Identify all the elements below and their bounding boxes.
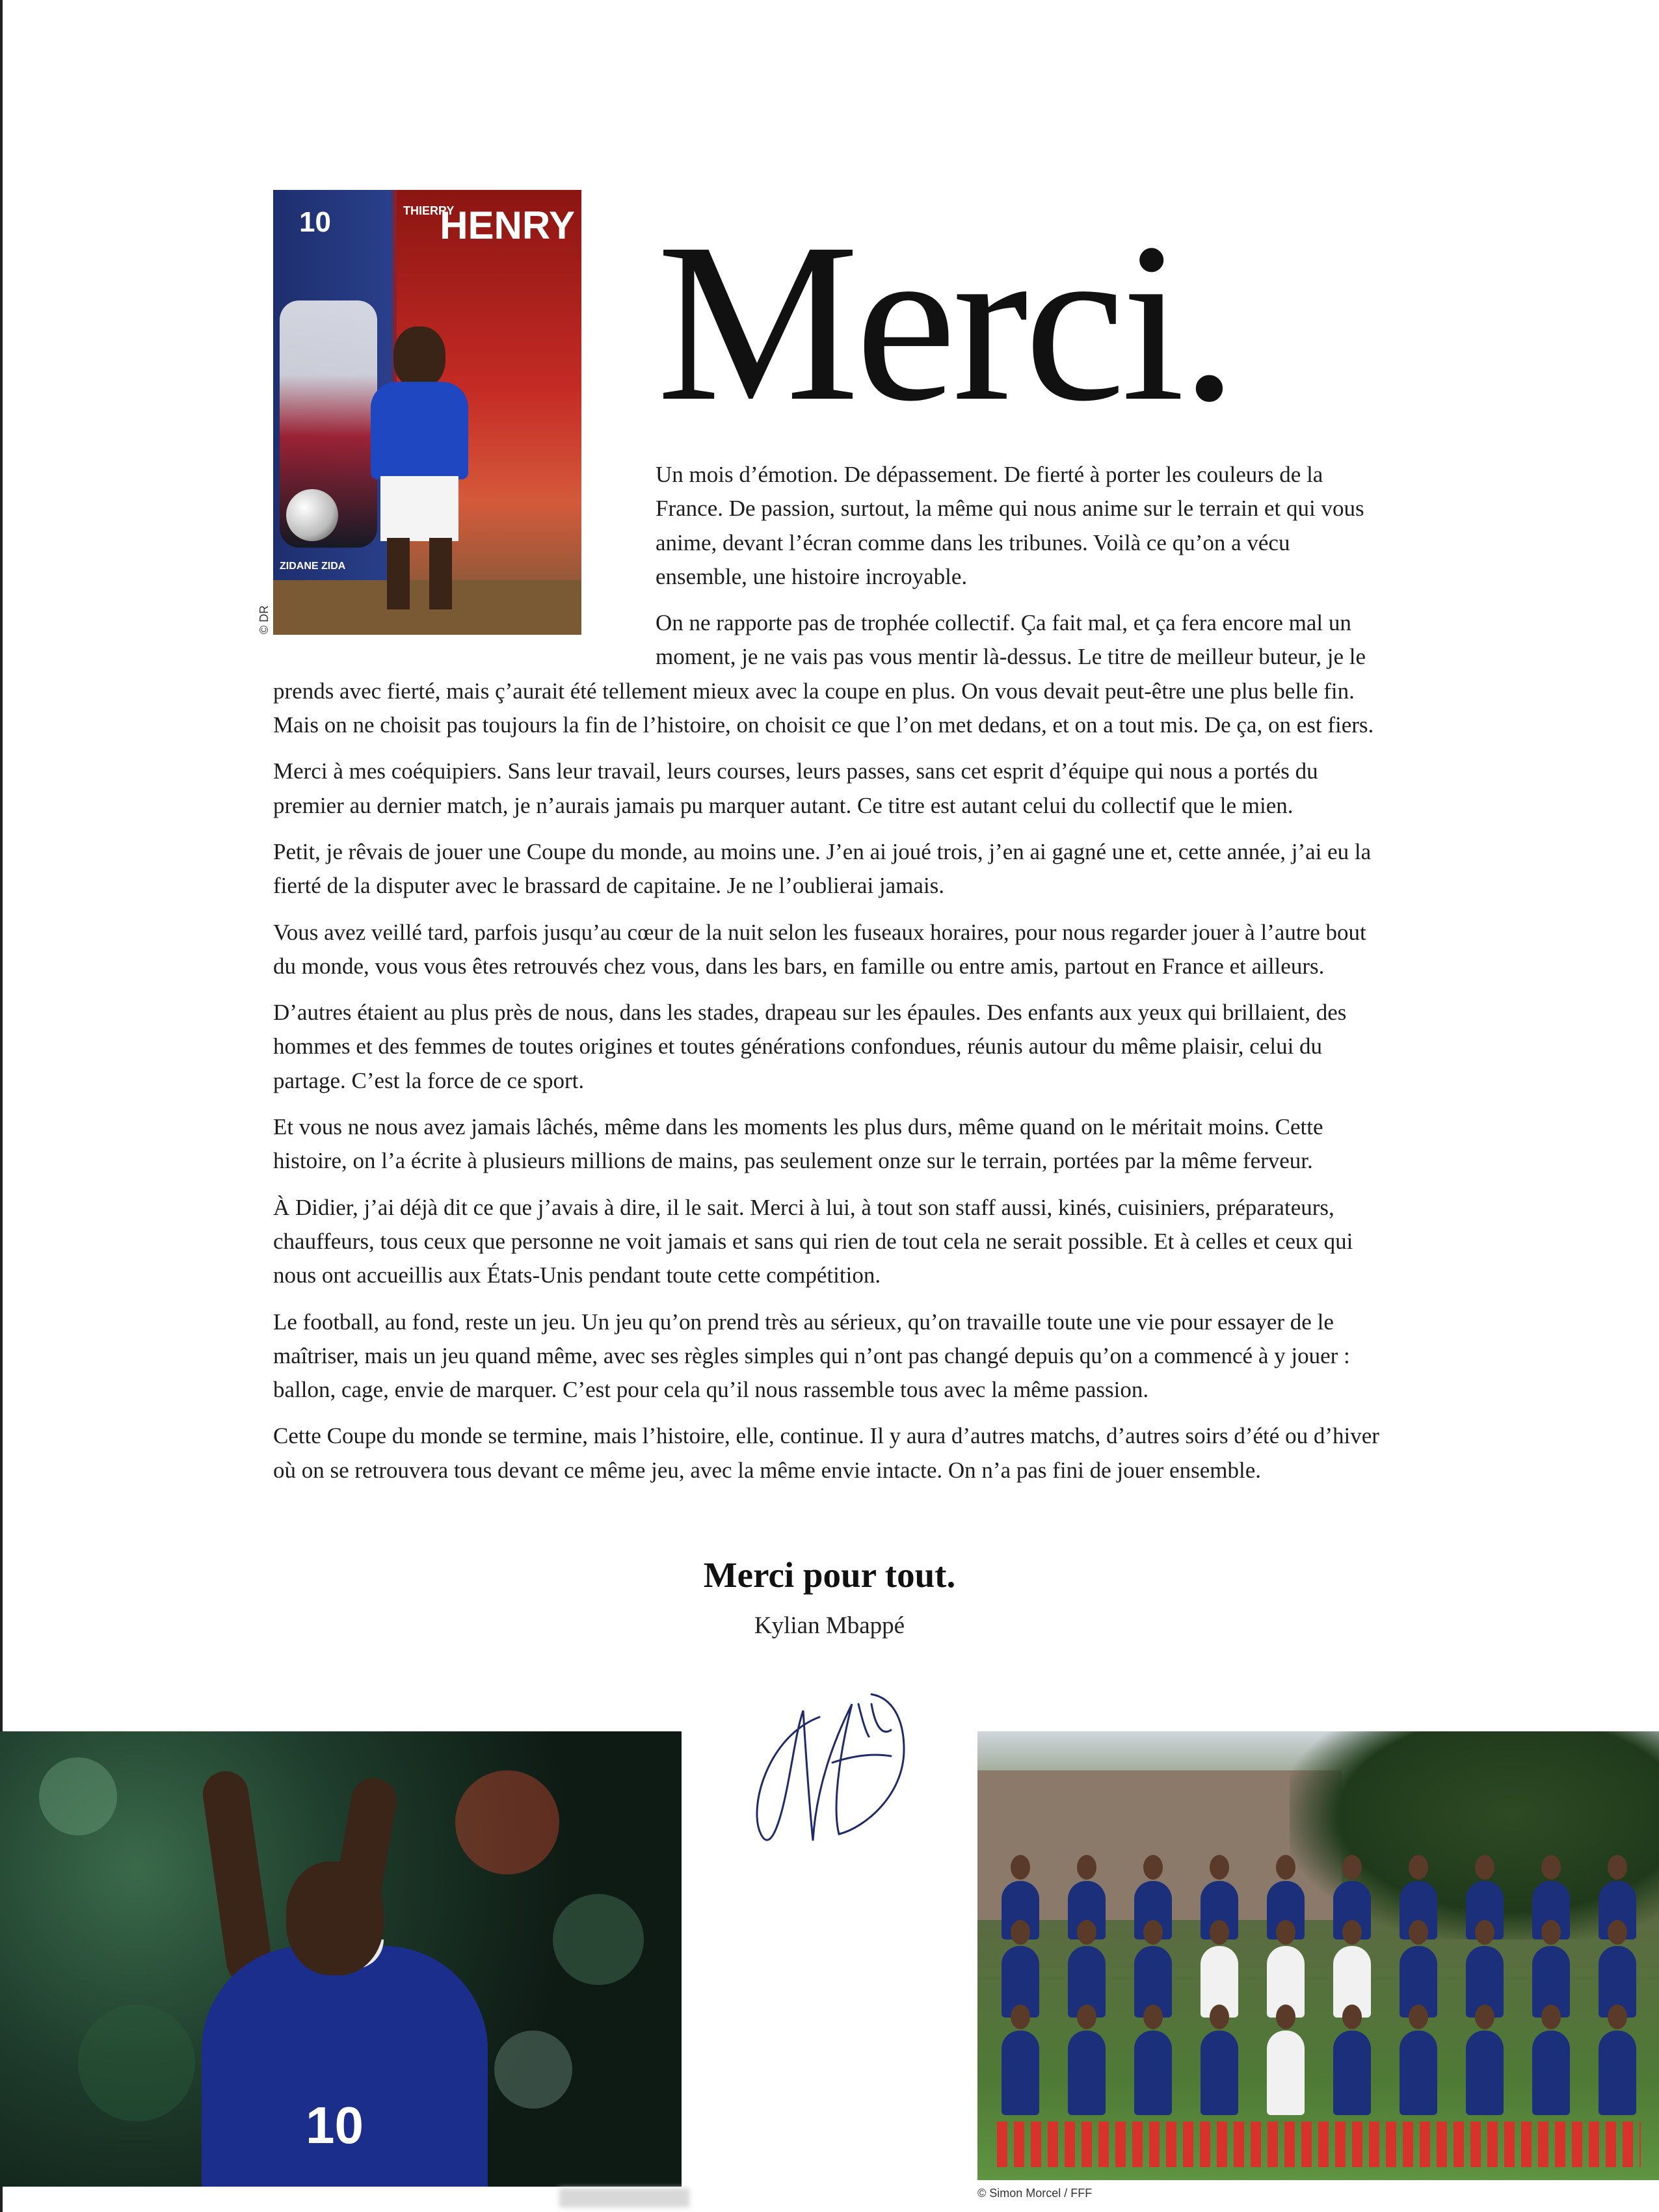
- photo-credit-team: © Simon Morcel / FFF: [977, 2187, 1093, 2200]
- letter-paragraph: Vous avez veillé tard, parfois jusqu’au cœur de la nuit selon les fuseaux horaires, pour nous regarder jouer à l’autre bout du monde, vous vous êtes retrouvés chez vous, dans les bars, en famille ou entre amis, partout en France et ailleurs.: [273, 919, 1366, 979]
- signature: [741, 1659, 923, 1854]
- photo-wrap-spacer: [273, 458, 656, 653]
- player-applauding-photo: [0, 1731, 682, 2187]
- letter-body: [273, 458, 1387, 1500]
- letter-paragraph: Le football, au fond, reste un jeu. Un jeu qu’on prend très au sérieux, qu’on travaille toute une vie pour essayer de le maîtriser, mais un jeu quand même, avec ses règles simples qui n’ont pas changé depuis qu’on a commencé à y jouer : ballon, cage, envie de marquer. C’est pour cela qu’il nous rassemble tous avec la même passion.: [273, 1309, 1350, 1403]
- closing-line: Merci pour tout.: [703, 1555, 956, 1595]
- poster-jersey-number: 10: [299, 206, 331, 238]
- poster-name-small: THIERRY: [403, 204, 455, 217]
- team-photo: [977, 1731, 1659, 2180]
- author-name: Kylian Mbappé: [754, 1612, 905, 1639]
- letter-paragraph: Petit, je rêvais de jouer une Coupe du monde, au moins une. J’en ai joué trois, j’en ai gagné une et, cette année, j’ai eu la fierté de la disputer avec le brassard de capitaine. Je ne l’oublierai jamais.: [273, 838, 1372, 899]
- jersey-number: 10: [306, 2096, 364, 2154]
- photo-credit-dr: © DR: [258, 605, 271, 634]
- red-socks: [997, 2122, 1641, 2167]
- letter-paragraph: On ne rapporte pas de trophée collectif. Ça fait mal, et ça fera encore mal un moment, je ne vais pas vous mentir là-dessus. Le titre de meilleur buteur, je le prends avec fierté, mais ç’aurait été tellement mieux avec la coupe en plus. On vous devait peut-être une plus belle fin. Mais on ne choisit pas toujours la fin de l’histoire, on choisit ce que l’on met dedans, et on a tout mis. De ça, on est fiers.: [273, 610, 1374, 738]
- letter-paragraph: Un mois d’émotion. De dépassement. De fierté à porter les couleurs de la France. De passion, surtout, la même qui nous anime sur le terrain et qui vous anime, devant l’écran comme dans les tribunes. Voilà ce qu’on a vécu ensemble, une histoire incroyable.: [656, 462, 1364, 589]
- letter-paragraph: D’autres étaient au plus près de nous, dans les stades, drapeau sur les épaules. Des enfants aux yeux qui brillaient, des hommes et des femmes de toutes origines et toutes générations confondues, réunis autour du même plaisir, celui du partage. C’est la force de ce sport.: [273, 1000, 1347, 1093]
- player-head: [286, 1861, 384, 1975]
- letter-paragraph: À Didier, j’ai déjà dit ce que j’avais à dire, il le sait. Merci à lui, à tout son staff aussi, kinés, cuisiniers, préparateurs, chauffeurs, tous ceux que personne ne voit jamais et sans qui rien de tout cela ne serait possible. Et à celles et ceux qui nous ont accueillis aux États-Unis pendant toute cette compétition.: [273, 1194, 1353, 1288]
- poster-label: ZIDANE ZIDA: [280, 561, 346, 572]
- letter-paragraph: Et vous ne nous avez jamais lâchés, même dans les moments les plus durs, même quand on le méritait moins. Cette histoire, on l’a écrite à plusieurs millions de mains, pas seulement onze sur le terrain, portées par la même ferveur.: [273, 1114, 1323, 1174]
- poster-name-large: HENRY: [440, 204, 575, 247]
- blurred-area: [559, 2188, 689, 2207]
- letter-paragraph: Cette Coupe du monde se termine, mais l’histoire, elle, continue. Il y aura d’autres matchs, d’autres soirs d’été ou d’hiver où on se retrouvera tous devant ce même jeu, avec la même envie intacte. On n’a pas fini de jouer ensemble.: [273, 1423, 1379, 1483]
- letter-paragraph: Merci à mes coéquipiers. Sans leur travail, leurs courses, leurs passes, sans cet esprit d’équipe qui nous a portés du premier au dernier match, je n’aurais jamais pu marquer autant. Ce titre est autant celui du collectif que le mien.: [273, 758, 1318, 818]
- page-title: Merci.: [657, 196, 1234, 448]
- team-row-front: [987, 2031, 1651, 2115]
